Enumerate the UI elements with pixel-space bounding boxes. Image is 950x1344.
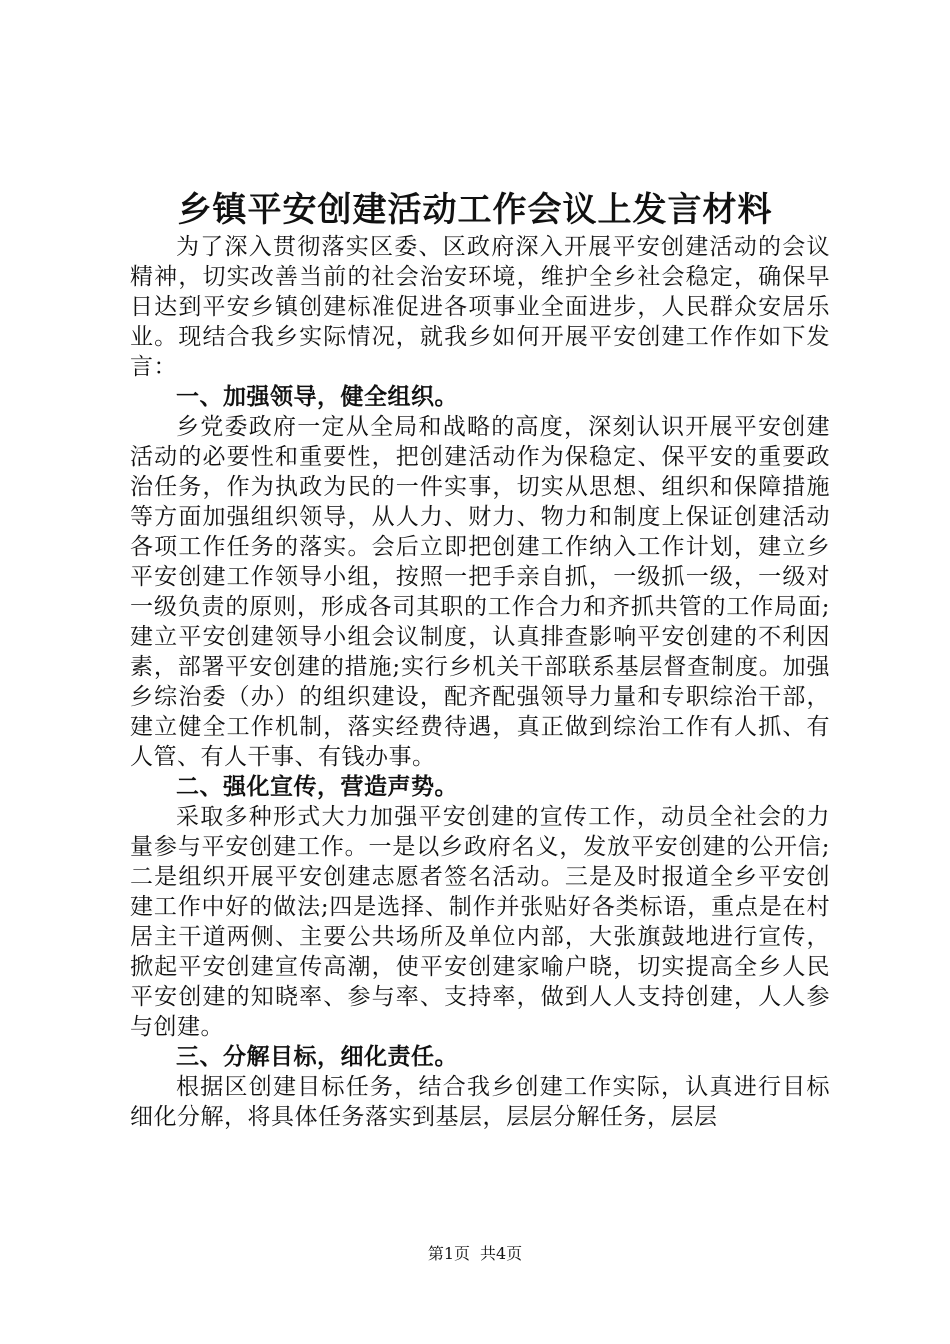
document-body [130,232,830,1132]
intro-paragraph: 为了深入贯彻落实区委、区政府深入开展平安创建活动的会议精神，切实改善当前的社会治安环境，维护全乡社会稳定，确保早日达到平安乡镇创建标准促进各项事业全面进步，人民群众安居乐业。现结合我乡实际情况，就我乡如何开展平安创建工作作如下发言： [130,234,830,380]
section-heading-1: 一、加强领导，健全组织。 [176,383,458,410]
section-paragraph-1: 乡党委政府一定从全局和战略的高度，深刻认识开展平安创建活动的必要性和重要性，把创建活动作为保稳定、保平安的重要政治任务，作为执政为民的一件实事，切实从思想、组织和保障措施等方面加强组织领导，从人力、财力、物力和制度上保证创建活动各项工作任务的落实。会后立即把创建工作纳入工作计划，建立乡平安创建工作领导小组，按照一把手亲自抓，一级抓一级，一级对一级负责的原则，形成各司其职的工作合力和齐抓共管的工作局面;建立平安创建领导小组会议制度，认真排查影响平安创建的不利因素，部署平安创建的措施;实行乡机关干部联系基层督查制度。加强乡综治委（办）的组织建设，配齐配强领导力量和专职综治干部，建立健全工作机制，落实经费待遇，真正做到综治工作有人抓、有人管、有人干事、有钱办事。 [130,414,830,770]
page-total: 共4页 [480,1244,523,1263]
page-footer [0,1243,950,1265]
section-heading-2: 二、强化宣传，营造声势。 [176,773,458,800]
section-paragraph-3: 根据区创建目标任务，结合我乡创建工作实际，认真进行目标细化分解，将具体任务落实到基层，层层分解任务，层层 [130,1074,830,1130]
section-heading-3: 三、分解目标，细化责任。 [176,1043,458,1070]
page-number: 第1页 [427,1244,470,1263]
document-title: 乡镇平安创建活动工作会议上发言材料 [177,190,773,230]
section-paragraph-2: 采取多种形式大力加强平安创建的宣传工作，动员全社会的力量参与平安创建工作。一是以乡政府名义，发放平安创建的公开信;二是组织开展平安创建志愿者签名活动。三是及时报道全乡平安创建工作中好的做法;四是选择、制作并张贴好各类标语，重点是在村居主干道两侧、主要公共场所及单位内部，大张旗鼓地进行宣传，掀起平安创建宣传高潮，使平安创建家喻户晓，切实提高全乡人民平安创建的知晓率、参与率、支持率，做到人人支持创建，人人参与创建。 [130,804,830,1040]
